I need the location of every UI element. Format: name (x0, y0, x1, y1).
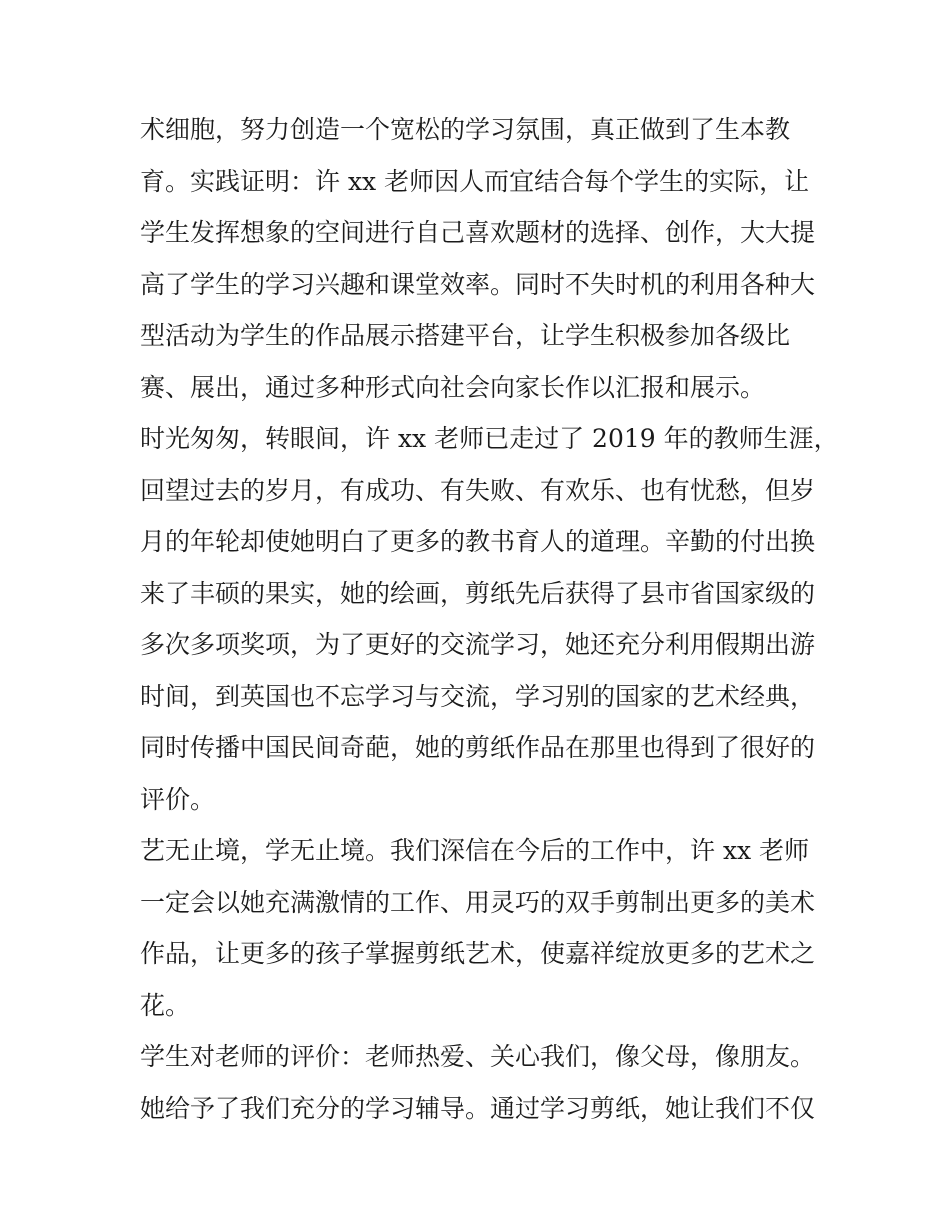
text-line: 多次多项奖项，为了更好的交流学习，她还充分利用假期出游 (140, 630, 816, 659)
text-line: 她给予了我们充分的学习辅导。通过学习剪纸，她让我们不仅 (140, 1093, 816, 1123)
body-text (140, 104, 839, 1134)
text-line: 来了丰硕的果实，她的绘画，剪纸先后获得了县市省国家级的 (140, 578, 816, 608)
text-line: 回望过去的岁月，有成功、有失败、有欢乐、也有忧愁，但岁 (140, 475, 816, 505)
text-line: 高了学生的学习兴趣和课堂效率。同时不失时机的利用各种大 (140, 269, 816, 299)
text-line: 型活动为学生的作品展示搭建平台，让学生积极参加各级比 (140, 321, 791, 350)
text-line: 时光匆匆，转眼间，许 xx 老师已走过了 2019 年的教师生涯， (140, 424, 839, 453)
text-line: 术细胞，努力创造一个宽松的学习氛围，真正做到了生本教 (140, 115, 791, 144)
text-line: 艺无止境，学无止境。我们深信在今后的工作中，许 xx 老师 (140, 836, 810, 865)
text-line: 学生发挥想象的空间进行自己喜欢题材的选择、创作，大大提 (140, 218, 816, 247)
text-line: 作品，让更多的孩子掌握剪纸艺术，使嘉祥绽放更多的艺术之 (140, 939, 816, 968)
text-line: 时间，到英国也不忘学习与交流，学习别的国家的艺术经典， (140, 681, 816, 711)
text-line: 学生对老师的评价：老师热爱、关心我们，像父母，像朋友。 (140, 1042, 816, 1071)
text-line: 一定会以她充满激情的工作、用灵巧的双手剪制出更多的美术 (140, 887, 816, 917)
text-line: 赛、展出，通过多种形式向社会向家长作以汇报和展示。 (140, 372, 766, 402)
text-line: 育。实践证明：许 xx 老师因人而宜结合每个学生的实际，让 (140, 166, 810, 196)
text-line: 月的年轮却使她明白了更多的教书育人的道理。辛勤的付出换 (140, 527, 816, 556)
text-line: 同时传播中国民间奇葩，她的剪纸作品在那里也得到了很好的 (140, 733, 816, 762)
text-line: 评价。 (140, 784, 216, 814)
text-line: 花。 (140, 990, 191, 1020)
